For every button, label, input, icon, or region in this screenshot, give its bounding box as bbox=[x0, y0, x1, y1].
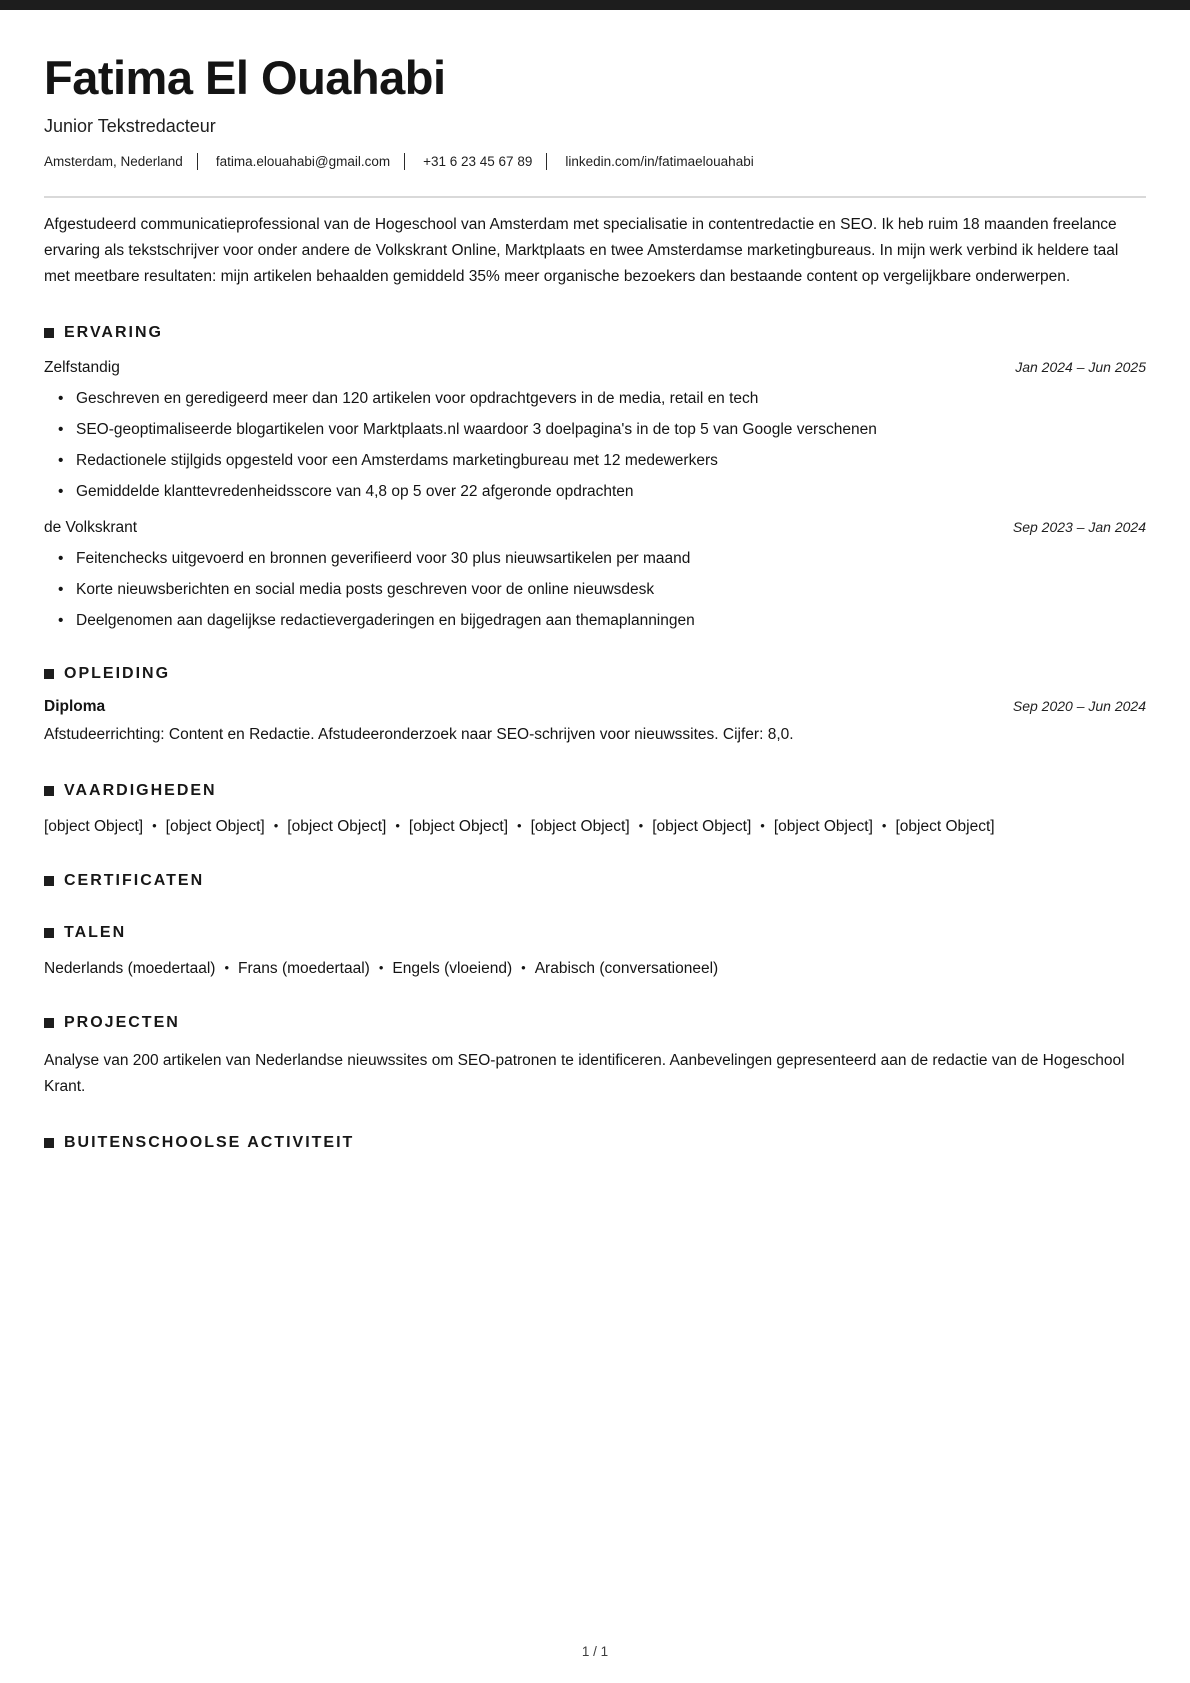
dot-separator: • bbox=[517, 817, 522, 833]
dot-separator: • bbox=[273, 817, 279, 833]
education-entry bbox=[44, 698, 1146, 748]
dot-separator: • bbox=[521, 959, 526, 975]
education-entry-head bbox=[44, 698, 1146, 716]
contact-separator bbox=[546, 153, 547, 170]
skill-item: [object Object] bbox=[895, 817, 995, 835]
square-bullet-icon bbox=[44, 1138, 54, 1148]
project-description: Analyse van 200 artikelen van Nederlandse nieuwssites om SEO-patronen te identificeren. Aanbevelingen gepresenteerd aan de redactie van de Hogeschool Krant. bbox=[44, 1051, 1125, 1095]
experience-bullet: • Geschreven en geredigeerd meer dan 120 artikelen voor opdrachtgevers in de media, retail en tech bbox=[58, 389, 1146, 409]
contact-location: Amsterdam, Nederland bbox=[44, 153, 183, 169]
section-heading-opleiding bbox=[44, 665, 1146, 683]
language-item: Arabisch (conversationeel) bbox=[534, 959, 719, 977]
experience-bullet: • Gemiddelde klanttevredenheidsscore van 4,8 op 5 over 22 afgeronde opdrachten bbox=[58, 482, 1146, 502]
skill-item: [object Object] bbox=[652, 817, 752, 835]
employer-name: de Volkskrant bbox=[44, 518, 138, 536]
dot-separator: • bbox=[638, 817, 644, 833]
employment-dates: Jan 2024 – Jun 2025 bbox=[1015, 358, 1146, 375]
contact-email: fatima.elouahabi@gmail.com bbox=[215, 153, 391, 169]
section-heading-projecten bbox=[44, 1014, 1146, 1032]
experience-bullet: • Feitenchecks uitgevoerd en bronnen geverifieerd voor 30 plus nieuwsartikelen per maand bbox=[58, 549, 1146, 569]
summary-paragraph: Afgestudeerd communicatieprofessional van de Hogeschool van Amsterdam met specialisatie in contentredactie en SEO. Ik heb ruim 18 maanden freelance ervaring als tekstschrijver voor onder andere de Volkskrant Online, Marktplaats en twee Amsterdamse marketingbureaus. In mijn werk verbind ik heldere taal met meetbare resultaten: mijn artikelen behaalden gemiddeld 35% meer organische bezoekers dan bestaande content op vergelijkbare onderwerpen. bbox=[44, 215, 1119, 285]
section-heading-label: BUITENSCHOOLSE ACTIVITEIT bbox=[64, 1133, 355, 1151]
languages-list bbox=[44, 957, 1146, 980]
person-job-title: Junior Tekstredacteur bbox=[44, 115, 216, 136]
dot-separator: • bbox=[881, 817, 887, 833]
dot-separator: • bbox=[152, 817, 157, 833]
square-bullet-icon bbox=[44, 928, 54, 938]
section-heading-label: ERVARING bbox=[64, 323, 163, 341]
page-indicator: 1 / 1 bbox=[581, 1644, 609, 1659]
section-talen bbox=[44, 924, 1146, 980]
section-heading-talen bbox=[44, 924, 1146, 942]
skill-item: [object Object] bbox=[287, 817, 387, 835]
contact-phone: +31 6 23 45 67 89 bbox=[423, 153, 533, 169]
section-vaardigheden bbox=[44, 782, 1146, 838]
section-buitenschoolse-activiteit bbox=[44, 1134, 1146, 1152]
experience-bullet: • Deelgenomen aan dagelijkse redactievergaderingen en bijgedragen aan themaplanningen bbox=[58, 611, 1146, 631]
experience-bullet-list bbox=[44, 389, 1146, 502]
contact-separator bbox=[404, 153, 405, 170]
dot-separator: • bbox=[224, 959, 230, 975]
employer-name: Zelfstandig bbox=[44, 358, 120, 376]
experience-bullet: • Redactionele stijlgids opgesteld voor een Amsterdams marketingbureau met 12 medewerkers bbox=[58, 451, 1146, 471]
section-heading-ervaring bbox=[44, 324, 1146, 342]
section-heading-buitenschoolse-activiteit bbox=[44, 1134, 1146, 1152]
section-heading-label: OPLEIDING bbox=[64, 664, 171, 682]
section-heading-certificaten bbox=[44, 872, 1146, 890]
language-item: Engels (vloeiend) bbox=[392, 959, 513, 977]
employment-dates: Sep 2023 – Jan 2024 bbox=[1012, 518, 1146, 535]
section-opleiding bbox=[44, 665, 1146, 748]
header-divider bbox=[44, 196, 1146, 198]
skill-item: [object Object] bbox=[530, 817, 630, 835]
skill-item: [object Object] bbox=[44, 817, 144, 835]
education-dates: Sep 2020 – Jun 2024 bbox=[1012, 697, 1146, 714]
dot-separator: • bbox=[395, 817, 400, 833]
section-heading-label: PROJECTEN bbox=[64, 1013, 180, 1031]
language-item: Nederlands (moedertaal) bbox=[44, 959, 216, 977]
dot-separator: • bbox=[378, 959, 384, 975]
education-description: Afstudeerrichting: Content en Redactie. Afstudeeronderzoek naar SEO-schrijven voor nieuwssites. Cijfer: 8,0. bbox=[44, 725, 794, 743]
degree-name: Diploma bbox=[44, 697, 106, 715]
experience-bullet: • Korte nieuwsberichten en social media posts geschreven voor de online nieuwsdesk bbox=[58, 580, 1146, 600]
experience-entry-head bbox=[44, 359, 1146, 377]
square-bullet-icon bbox=[44, 786, 54, 796]
section-certificaten bbox=[44, 872, 1146, 890]
section-heading-label: TALEN bbox=[64, 923, 127, 941]
experience-bullet: • SEO-geoptimaliseerde blogartikelen voor Marktplaats.nl waardoor 3 doelpagina's in de top 5 van Google verschenen bbox=[58, 420, 1146, 440]
accent-top-bar bbox=[0, 0, 1190, 10]
contact-row bbox=[44, 153, 1146, 170]
skill-item: [object Object] bbox=[773, 817, 873, 835]
dot-separator: • bbox=[760, 817, 765, 833]
section-heading-label: CERTIFICATEN bbox=[64, 871, 205, 889]
contact-separator bbox=[197, 153, 198, 170]
contact-linkedin: linkedin.com/in/fatimaelouahabi bbox=[565, 153, 754, 169]
skill-item: [object Object] bbox=[408, 817, 508, 835]
section-heading-vaardigheden bbox=[44, 782, 1146, 800]
experience-bullet-list bbox=[44, 549, 1146, 631]
experience-entry-head bbox=[44, 519, 1146, 537]
square-bullet-icon bbox=[44, 669, 54, 679]
square-bullet-icon bbox=[44, 876, 54, 886]
person-name: Fatima El Ouahabi bbox=[44, 51, 446, 104]
language-item: Frans (moedertaal) bbox=[238, 959, 370, 977]
skills-list bbox=[44, 815, 1146, 838]
section-ervaring bbox=[44, 324, 1146, 631]
experience-entry bbox=[44, 359, 1146, 502]
skill-item: [object Object] bbox=[165, 817, 265, 835]
square-bullet-icon bbox=[44, 1018, 54, 1028]
section-projecten bbox=[44, 1014, 1146, 1100]
section-heading-label: VAARDIGHEDEN bbox=[64, 781, 217, 799]
experience-entry bbox=[44, 519, 1146, 631]
square-bullet-icon bbox=[44, 328, 54, 338]
